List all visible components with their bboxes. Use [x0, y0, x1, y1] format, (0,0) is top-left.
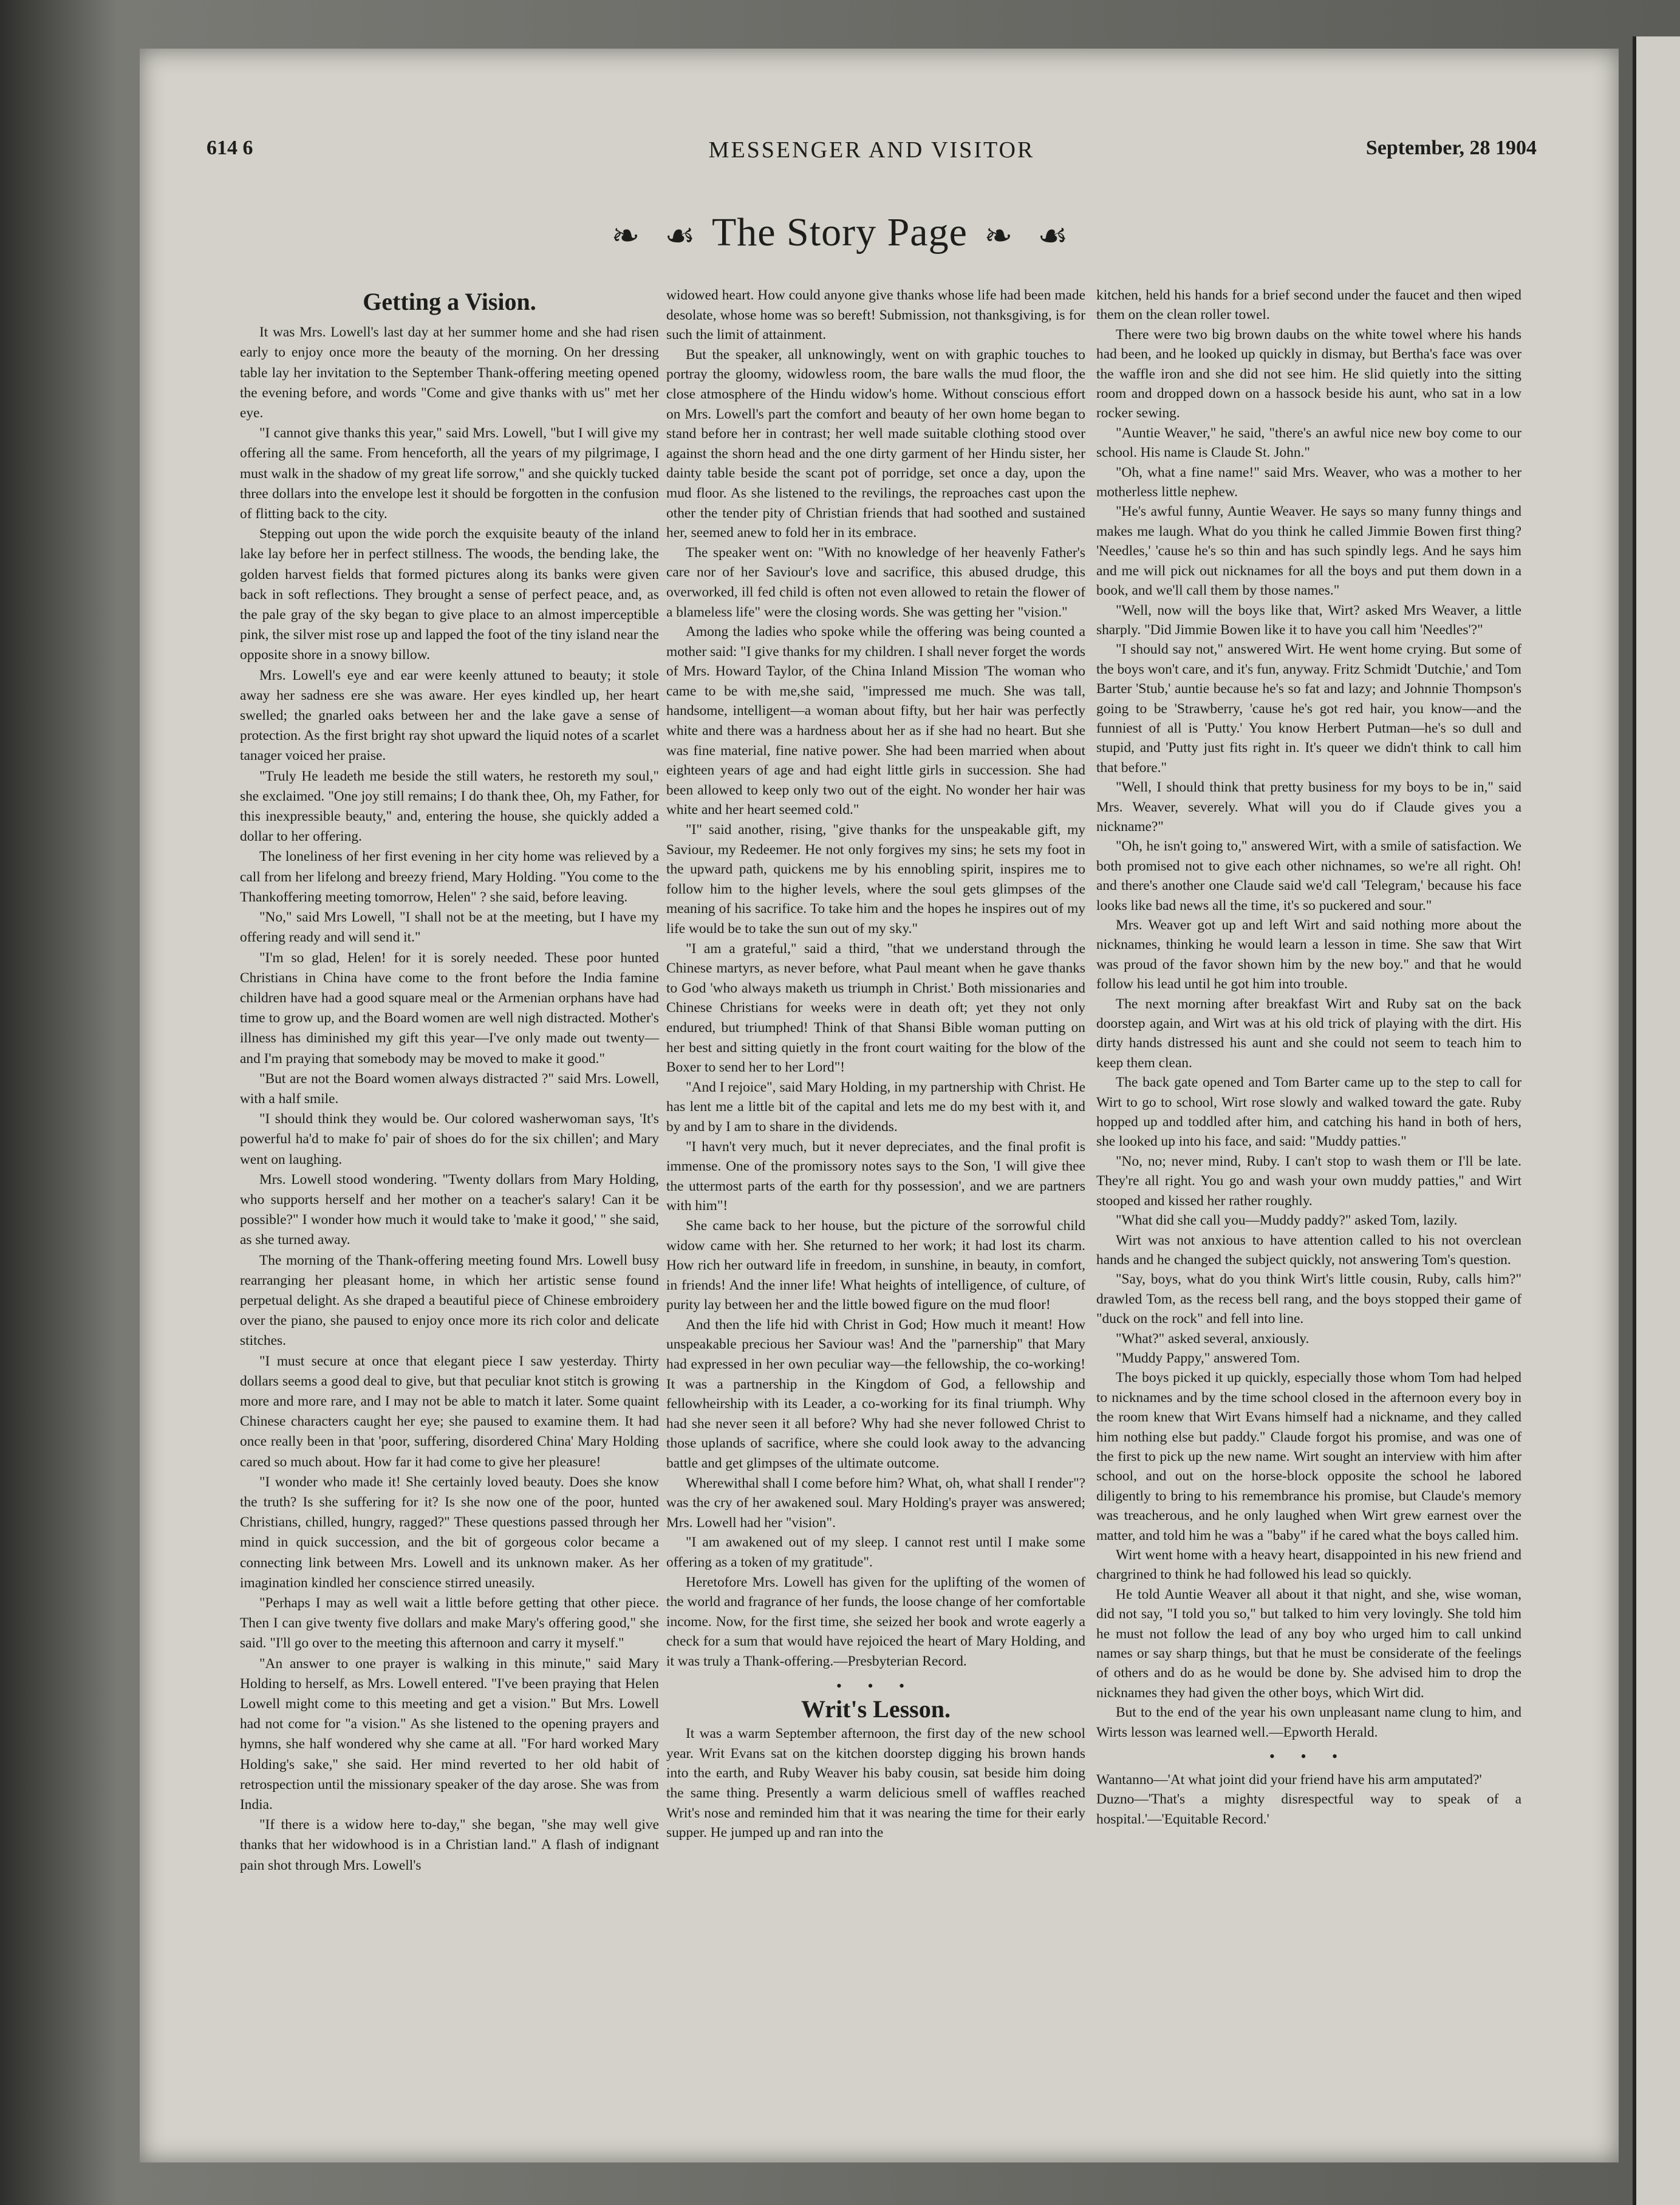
paragraph: But to the end of the year his own unpleasant name clung to him, and Wirts lesson was learned well.—Epworth Herald. — [1096, 1704, 1521, 1740]
page-number: 614 6 — [207, 137, 253, 159]
paragraph: "Auntie Weaver," he said, "there's an awful nice new boy come to our school. His name is Claude St. John." — [1096, 425, 1521, 461]
quip-line: Duzno—'That's a mighty disrespectful way to speak of a hospital.'—'Equitable Record.' — [1096, 1791, 1521, 1827]
paragraph: Wherewithal shall I come before him? What, oh, what shall I render"? was the cry of her awakened soul. Mary Holding's prayer was answered; Mrs. Lowell had her "vision". — [666, 1475, 1085, 1531]
paragraph: "I am awakened out of my sleep. I cannot rest until I make some offering as a token of my gratitude". — [666, 1534, 1085, 1570]
publication-name: MESSENGER AND VISITOR — [708, 137, 1035, 163]
paragraph: "I cannot give thanks this year," said Mrs. Lowell, "but I will give my offering all the same. From henceforth, all the years of my pilgrimage, I must walk in the shadow of my great life sorrow," and she quickly tucked three dollars into the envelope lest it should be forgotten in the confusion of flitting back to the city. — [240, 425, 659, 522]
paragraph: Heretofore Mrs. Lowell has given for the uplifting of the women of the world and fragrance of her funds, the loose change of her comfortable income. Now, for the first time, she seized her book and wrote eagerly a check for a sum that would have rejoiced the heart of Mary Holding, and it was truly a Thank-offering.—Presbyterian Record. — [666, 1574, 1085, 1669]
paragraph: "I" said another, rising, "give thanks for the unspeakable gift, my Saviour, my Redeemer. He not only forgives my sins; he sets my foot in the upward path, quickens me by his ennobling spirit, inspires me to follow him to the higher levels, where the soul gets glimpses of the meaning of his sacrifice. To take him and the hopes he inspires out of my life would be to take the sun out of my sky." — [666, 822, 1085, 937]
page-header — [207, 137, 1537, 173]
paragraph: The back gate opened and Tom Barter came up to the step to call for Wirt to go to school, Wirt rose slowly and walked toward the gate. Ruby hopped up and toddled after him, and catching his hand in both of hers, she looked up into his face, and said: "Muddy patties." — [1096, 1075, 1521, 1150]
paragraph: "Well, now will the boys like that, Wirt? asked Mrs Weaver, a little sharply. "Did Jimmie Bowen like it to have you call him 'Needles'?" — [1096, 602, 1521, 638]
paragraph: The morning of the Thank-offering meeting found Mrs. Lowell busy rearranging her pleasant home, in which her artistic sense found perpetual delight. As she draped a beautiful piece of Chinese embroidery over the piano, she paused to enjoy once more its rich color and delicate stitches. — [240, 1252, 659, 1349]
paragraph: "Truly He leadeth me beside the still waters, he restoreth my soul," she exclaimed. "One joy still remains; I do thank thee, Oh, my Father, for this inexpressible beauty," and, entering the house, she quickly added a dollar to her offering. — [240, 768, 659, 845]
story-title: Getting a Vision. — [363, 288, 536, 315]
paragraph: "Perhaps I may as well wait a little before getting that other piece. Then I can give twenty five dollars and make Mary's offering good," she said. "I'll go over to the meeting this afternoon and carry it myself." — [240, 1595, 659, 1652]
paragraph: He told Auntie Weaver all about it that night, and she, wise woman, did not say, "I told you so," but talked to him very lovingly. She told him he must not follow the lead of any boy who urged him to call unkind names or say sharp things, but that he must be considerate of the feelings of others and do as he would be done by. She advised him to drop the nicknames they had given the other boys, which Wirt did. — [1096, 1586, 1521, 1701]
column-1 — [240, 288, 659, 1876]
paragraph: Wirt went home with a heavy heart, disappointed in his new friend and chargrined to think he had followed his lead so quickly. — [1096, 1547, 1521, 1583]
leaf-ornament-icon: ❧ — [984, 217, 1014, 256]
paragraph: "No," said Mrs Lowell, "I shall not be at the meeting, but I have my offering ready and will send it." — [240, 909, 659, 946]
paragraph: "I should say not," answered Wirt. He went home crying. But some of the boys won't care, and it's fun, anyway. Fritz Schmidt 'Dutchie,' and Tom Barter 'Stub,' auntie because he's so fat and lazy; and Johnnie Thompson's going to be 'Strawberry, 'cause he's got red hair, you know—and the funniest of all is 'Putty.' You know Herbert Putman—he's so dull and stupid, and 'Putty just fits right in. It's queer we didn't think to call him that before." — [1096, 641, 1521, 776]
paragraph: "I havn't very much, but it never depreciates, and the final profit is immense. One of the promissory notes says to the Son, 'I will give thee the uttermost parts of the earth for thy possession', and we are partners with him"! — [666, 1138, 1085, 1214]
paragraph: "Well, I should think that pretty business for my boys to be in," said Mrs. Weaver, severely. What will you do if Claude gives you a nickname?" — [1096, 779, 1521, 835]
column-3 — [1096, 285, 1521, 1829]
paragraph: "Say, boys, what do you think Wirt's little cousin, Ruby, calls him?" drawled Tom, as the recess bell rang, and the boys stopped their game of "duck on the rock" and fell into line. — [1096, 1271, 1521, 1327]
section-title-bar — [0, 210, 1680, 256]
paragraph: Wirt was not anxious to have attention called to his not overclean hands and he changed the subject quickly, not answering Tom's question. — [1096, 1232, 1521, 1268]
paragraph: "An answer to one prayer is walking in this minute," said Mary Holding to herself, as Mrs. Lowell entered. "I've been praying that Helen Lowell might come to this meeting and get a vision." But Mrs. Lowell had not come for "a vision." As she listened to the opening prayers and hymns, she half wondered why she came at all. "For hard worked Mary Holding's sake," she said. Her mind reverted to her old habit of retrospection until the missionary speaker of the day arose. She was from India. — [240, 1655, 659, 1813]
paragraph: Mrs. Weaver got up and left Wirt and said nothing more about the nicknames, thinking he would learn a lesson in time. She saw that Wirt was proud of the favor shown him by the new boy." and that he would follow his lead until he got him into trouble. — [1096, 917, 1521, 993]
paragraph: "What did she call you—Muddy paddy?" asked Tom, lazily. — [1116, 1212, 1458, 1229]
paragraph: "Oh, he isn't going to," answered Wirt, with a smile of satisfaction. We both promised not to give each other nichnames, so we're all right. Oh! and there's another one Claude said we'd call 'Telegram,' because his face looks like bad news all the time, it's so puckered and sour." — [1096, 838, 1521, 914]
paragraph: There were two big brown daubs on the white towel where his hands had been, and he looked up quickly in dismay, but Bertha's face was over the waffle iron and she did not see him. He slid quietly into the sitting room and dropped down on a hassock beside his aunt, who sat in a low rocker sewing. — [1096, 326, 1521, 422]
paragraph: "I must secure at once that elegant piece I saw yesterday. Thirty dollars seems a good deal to give, but that peculiar knot stitch is growing more and more rare, and I may not be able to match it later. Some quaint Chinese characters caught her eye; she paused to examine them. It had once really been in that 'poor, suffering, disordered China' Mary Holding cared so much about. How far it had come to give her pleasure! — [240, 1353, 659, 1470]
paragraph: widowed heart. How could anyone give thanks whose life had been made desolate, whose home was so bereft! Submission, not thanksgiving, is for such the limit of attainment. — [666, 287, 1085, 343]
leaf-ornament-icon: ☙ — [664, 217, 696, 256]
issue-date: September, 28 1904 — [1365, 137, 1537, 159]
paragraph: "I'm so glad, Helen! for it is sorely needed. These poor hunted Christians in China have come to the front before the India famine children have had a good square meal or the Armenian orphans have had time to grow up, and the Board women are well nigh distracted. Mother's illness has diminished my gift this year—I've only made out twenty—and I'm praying that somebody may be moved to make it good." — [240, 949, 659, 1067]
paragraph: "I am a grateful," said a third, "that we understand through the Chinese martyrs, as never before, what Paul meant when he gave thanks to God 'who always maketh us triumph in Christ.' Both missionaries and Chinese Christians for weeks were in death oft; yet they not only endured, but triumphed! Think of that Shansi Bible woman putting on her best and sitting quietly in the front court waiting for the blow of the Boxer to send her to her Lord"! — [666, 940, 1085, 1076]
paragraph: It was a warm September afternoon, the first day of the new school year. Writ Evans sat on the kitchen doorstep digging his brown hands into the earth, and Ruby Weaver his baby cousin, sat beside him doing the same thing. Presently a warm delicious smell of waffles reached Writ's nose and reminded him that it was nearing the time for their early supper. He jumped up and ran into the — [666, 1726, 1085, 1841]
paragraph: "But are not the Board women always distracted ?" said Mrs. Lowell, with a half smile. — [240, 1070, 659, 1107]
paragraph: She came back to her house, but the picture of the sorrowful child widow came with her. She returned to her work; it had lost its charm. How rich her outward life in freedom, in sunshine, in beauty, in comfort, in friends! And the inner life! What heights of intelligence, of culture, of purity lay between her and the little bowed figure on the mud floor! — [666, 1217, 1085, 1313]
paragraph: Mrs. Lowell's eye and ear were keenly attuned to beauty; it stole away her sadness ere she was aware. Her eyes kindled up, her heart swelled; the gnarled oaks between her and the lake gave a sense of protection. As the first bright ray shot upward the liquid notes of a scarlet tanager voiced her praise. — [240, 667, 659, 764]
paragraph: "He's awful funny, Auntie Weaver. He says so many funny things and makes me laugh. What do you think he called Jimmie Bowen first thing? 'Needles,' 'cause he's so thin and has such spindly legs. And he says him and me will pick out nicknames for all the boys and put them down in a book, and we'll call them by those names." — [1096, 504, 1521, 599]
fleuron-ornament-icon: ❧ — [611, 217, 641, 256]
paragraph: kitchen, held his hands for a brief second under the faucet and then wiped them on the clean roller towel. — [1096, 287, 1521, 323]
paragraph: "What?" asked several, anxiously. — [1116, 1330, 1310, 1347]
paragraph: "Oh, what a fine name!" said Mrs. Weaver, who was a mother to her motherless little nephew. — [1096, 464, 1521, 501]
section-title: The Story Page — [711, 210, 968, 255]
quip-line: Wantanno—'At what joint did your friend have his arm amputated?' — [1096, 1772, 1482, 1788]
paragraph: The loneliness of her first evening in her city home was relieved by a call from her lifelong and breezy friend, Mary Holding. "You come to the Thankoffering meeting tomorrow, Helen" ? she said, before leaving. — [240, 849, 659, 905]
paragraph: "I wonder who made it! She certainly loved beauty. Does she know the truth? Is she suffering for it? Is she now one of the poor, hunted Christians, chilled, hungry, ragged?" These questions passed through her mind in quick succession, and the bit of gorgeous color became a connecting link between Mrs. Lowell and its unknown maker. As her imagination kindled her conscience stirred uneasily. — [240, 1474, 659, 1591]
paragraph: "I should think they would be. Our colored washerwoman says, 'It's powerful ha'd to make fo' pair of shoes do for the six chillen'; and Mary went on laughing. — [240, 1111, 659, 1167]
paragraph: The speaker went on: "With no knowledge of her heavenly Father's care nor of her Saviour's love and sacrifice, this abused drudge, this overworked, ill fed child is often not even allowed to retain the flower of a blameless life" were the closing words. She was getting her "vision." — [666, 544, 1085, 620]
paragraph: "No, no; never mind, Ruby. I can't stop to wash them or I'll be late. They're all right. You go and wash your own muddy patties," and Wirt stooped and kissed her rather roughly. — [1096, 1153, 1521, 1209]
paragraph: "Muddy Pappy," answered Tom. — [1116, 1350, 1300, 1366]
section-separator: • • • — [1269, 1748, 1349, 1766]
paragraph: The boys picked it up quickly, especially those whom Tom had helped to nicknames and by the time school closed in the afternoon every boy in the room knew that Wirt Evans himself had a nickname, and they called him nothing else but paddy." Claude forgot his promise, and was one of the first to pick up the new name. Wirt sought an interview with him after school, and out on the horse-block opposite the school he labored diligently to bring to his remembrance his promise, but Claude's memory was treacherous, and he only laughed when Wirt grew earnest over the matter, and told him he was a "baby" if he cared what the boys called him. — [1096, 1370, 1521, 1544]
paragraph: Stepping out upon the wide porch the exquisite beauty of the inland lake lay before her in perfect stillness. The woods, the bending lake, the golden harvest fields that formed pictures along its banks were given back in soft reflections. They brought a sense of perfect peace, and, as the pale gray of the sky began to give place to an almost imperceptible pink, the silver mist rose up and lapped the foot of the tiny island near the opposite shore in a snowy billow. — [240, 526, 659, 663]
paragraph: Among the ladies who spoke while the offering was being counted a mother said: "I give thanks for my children. I shall never forget the words of Mrs. Howard Taylor, of the China Inland Mission 'The woman who came to be with me,she said, "impressed me much. She was tall, handsome, intelligent—a woman about fifty, but her hair was perfectly white and there was a hardness about her as if she had no heart. But she was fine material, fine native power. She had been married when about eighteen years of age and had eight little girls in succession. She had been allowed to keep only two out of the eight. No wonder her hair was white and her heart seemed cold." — [666, 624, 1085, 818]
column-2 — [666, 285, 1085, 1843]
section-separator: • • • — [836, 1677, 916, 1695]
fleuron-ornament-icon: ☙ — [1037, 217, 1069, 256]
paragraph: "And I rejoice", said Mary Holding, in my partnership with Christ. He has lent me a little bit of the capital and lets me do my best with it, and by and by I am to share in the dividends. — [666, 1079, 1085, 1135]
story-title: Writ's Lesson. — [801, 1695, 951, 1723]
paragraph: The next morning after breakfast Wirt and Ruby sat on the back doorstep again, and Wirt was at his old trick of playing with the dirt. His dirty hands distressed his aunt and she could not seem to teach him to keep them clean. — [1096, 996, 1521, 1071]
paragraph: But the speaker, all unknowingly, went on with graphic touches to portray the gloomy, widowless room, the bare walls the mud floor, the close atmosphere of the Hindu widow's home. Without conscious effort on Mrs. Lowell's part the comfort and beauty of her own home began to stand before her in contrast; her well made suitable clothing stood over against the shorn head and the one dirty garment of her Hindu sister, her dainty table beside the scant pot of porridge, set once a day, upon the mud floor. As she listened to the revilings, the reproaches cast upon the other the tender pity of Christian friends that had soothed and sustained her, seemed anew to fold her in its embrace. — [666, 346, 1085, 541]
paragraph: And then the life hid with Christ in God; How much it meant! How unspeakable precious her Saviour was! And the "parnership" that Mary had expressed in her own peculiar way—the fellowship, the co-working! It was a partnership in the Kingdom of God, a fellowship and fellowheirship with its Leader, a co-working for its final triumph. Why had she never seen it all before? Why had she never followed Christ to those uplands of sacrifice, where she could look away to the advancing battle and get glimpses of the ultimate outcome. — [666, 1316, 1085, 1472]
paragraph: It was Mrs. Lowell's last day at her summer home and she had risen early to enjoy once more the beauty of the morning. On her dressing table lay her invitation to the September Thank-offering meeting opened the evening before, and words "Come and give thanks with us" met her eye. — [240, 324, 659, 422]
paragraph: "If there is a widow here to-day," she began, "she may well give thanks that her widowhood is in a Christian land." A flash of indignant pain shot through Mrs. Lowell's — [240, 1817, 659, 1873]
paragraph: Mrs. Lowell stood wondering. "Twenty dollars from Mary Holding, who supports herself and her mother on a teacher's salary! Can it be possible?" I wonder how much it would take to 'make it good,' " she said, as she turned away. — [240, 1171, 659, 1248]
